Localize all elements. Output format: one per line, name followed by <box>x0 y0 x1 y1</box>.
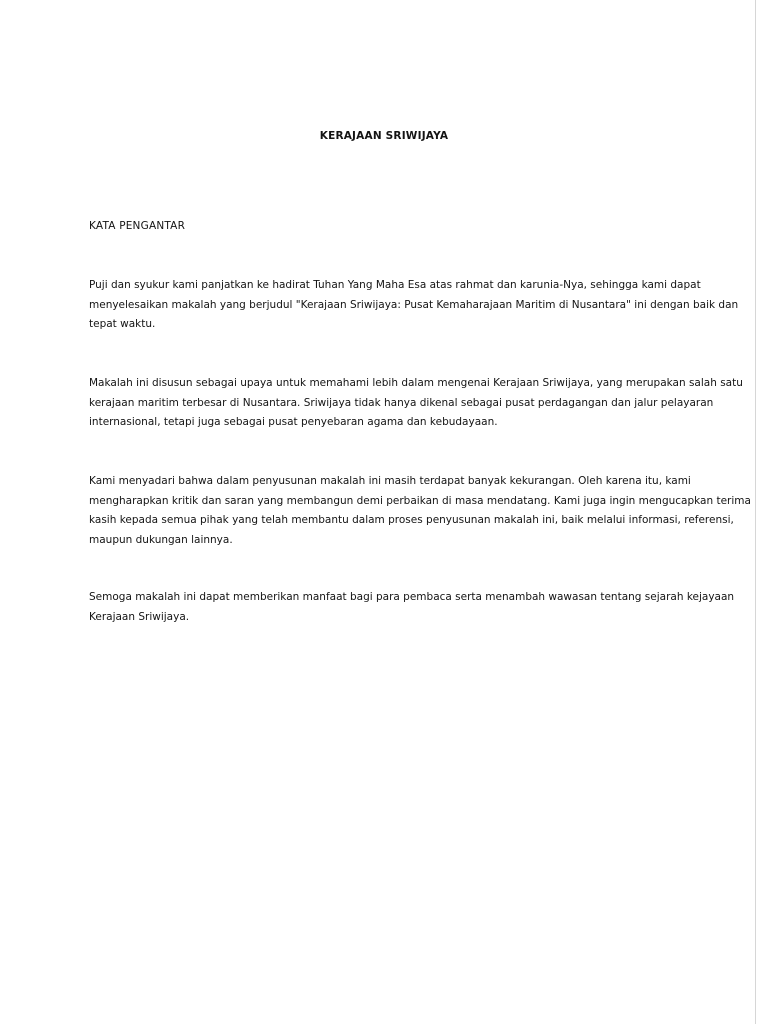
document-title: KERAJAAN SRIWIJAYA <box>319 130 449 142</box>
paragraph-line: Semoga makalah ini dapat memberikan manfaat bagi para pembaca serta menambah wawasan tentang sejarah kejayaan <box>89 591 735 603</box>
paragraph-line: kasih kepada semua pihak yang telah membantu dalam proses penyusunan makalah ini, baik melalui informasi, referensi, <box>89 514 734 526</box>
paragraph-line: kerajaan maritim terbesar di Nusantara. Sriwijaya tidak hanya dikenal sebagai pusat perdagangan dan jalur pelayaran <box>89 396 714 409</box>
paragraph-2 <box>89 374 743 433</box>
paragraph-line: maupun dukungan lainnya. <box>89 533 233 546</box>
paragraph-line: Makalah ini disusun sebagai upaya untuk memahami lebih dalam mengenai Kerajaan Sriwijaya, yang merupakan salah satu <box>89 377 743 389</box>
paragraph-3 <box>89 472 751 550</box>
page-edge-divider <box>755 0 756 1024</box>
paragraph-line: tepat waktu. <box>89 318 156 330</box>
paragraph-4 <box>89 588 735 627</box>
paragraph-line: Puji dan syukur kami panjatkan ke hadirat Tuhan Yang Maha Esa atas rahmat dan karunia-Nya, sehingga kami dapat <box>89 279 701 291</box>
paragraph-line: mengharapkan kritik dan saran yang membangun demi perbaikan di masa mendatang. Kami juga ingin mengucapkan terima <box>89 494 751 507</box>
paragraph-line: Kerajaan Sriwijaya. <box>89 610 190 623</box>
paragraph-line: internasional, tetapi juga sebagai pusat penyebaran agama dan kebudayaan. <box>89 416 498 428</box>
paragraph-line: Kami menyadari bahwa dalam penyusunan makalah ini masih terdapat banyak kekurangan. Oleh karena itu, kami <box>89 475 691 487</box>
paragraph-line: menyelesaikan makalah yang berjudul "Kerajaan Sriwijaya: Pusat Kemaharajaan Maritim di Nusantara" ini dengan baik dan <box>89 298 739 311</box>
section-heading: KATA PENGANTAR <box>89 220 186 232</box>
paragraph-1 <box>89 276 739 335</box>
